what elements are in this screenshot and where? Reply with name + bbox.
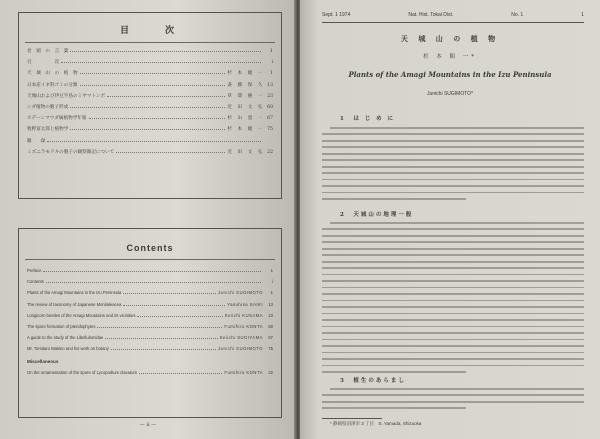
toc-row [27,83,273,94]
toc-row [27,94,273,105]
toc-title: 日本産イネ科ゴミの分類 [27,82,78,88]
toc-author: Fumihiro KONTA [224,323,263,329]
leader-dots [116,152,225,153]
text-line [322,365,584,367]
text-line [322,133,584,135]
text-line [322,407,466,409]
text-line [322,287,584,289]
text-line [322,293,584,295]
text-line [322,146,584,148]
toc-page: 1 [270,268,273,273]
toc-author: Keiichi SUGIYAMA [219,335,263,341]
toc-title: Preface [27,268,42,273]
japanese-toc-list [19,49,281,161]
header-date: Sept. 1 1974 [322,12,351,18]
leader-dots [80,73,226,74]
header-journal: Nat. Hist. Tokai Dist. [408,12,454,18]
toc-title: スデーシマウダ属植物学年報 [27,116,87,122]
toc-title: Longicorn beetles of the Amagi Mountains and its vicinities [27,312,136,318]
footnote: * 静岡県沼津市 3 丁目 S. Yamada, Shizuoka [330,421,422,426]
divider [25,42,275,43]
toc-row [27,370,273,381]
text-line [322,371,466,373]
toc-title: The spore formation of pteridophytes [27,323,96,329]
leader-dots [70,129,225,130]
toc-page: i [271,60,273,66]
toc-page: 13 [267,82,273,88]
text-line [322,192,584,194]
leader-dots [105,338,217,339]
text-line [322,358,584,360]
toc-page: 60 [268,323,273,329]
toc-row [27,116,273,127]
toc-title: Mr. Tomitaro Makino and his work on botany [27,346,109,352]
article-author-japanese: 杉 本 順 一* [423,54,477,60]
toc-row [27,60,273,71]
body-text-block [322,222,584,378]
article-title-english: Plants of the Amagi Mountains in the Izu Peninsula [348,70,552,79]
text-line [322,345,584,347]
leader-dots [123,293,216,294]
footnote-rule [322,418,382,419]
text-line [322,280,584,282]
leader-dots [139,373,222,374]
text-line [322,261,584,263]
text-line [322,166,584,168]
toc-title: Plants of the Amagi Mountains in the Izu Peninsula [27,290,122,296]
text-line [322,159,584,161]
toc-row [27,268,273,279]
text-line [322,254,584,256]
toc-title: シダ植物の胞子形成 [27,104,69,110]
leader-dots [137,316,222,317]
text-line [322,140,584,142]
text-line [322,241,584,243]
toc-page: 22 [267,149,273,155]
toc-row [27,290,273,301]
text-line [322,172,584,174]
toc-page: 1 [270,290,273,296]
leader-dots [123,305,225,306]
text-line [322,179,584,181]
japanese-contents-box [18,12,282,199]
toc-title: 牧野富太郎と植物学 [27,127,69,133]
toc-row [27,313,273,324]
divider [25,259,275,260]
toc-page: 23 [268,312,273,318]
leader-dots [70,107,225,108]
leader-dots [61,62,261,63]
header-page-number: 1 [581,12,584,18]
toc-page: 75 [268,346,273,352]
toc-row [27,346,273,357]
toc-page: 13 [268,301,273,307]
toc-page: 1 [270,49,273,54]
section-heading-3: 3 植生のあらまし [340,378,406,384]
toc-row [27,279,273,290]
toc-title: 天城山および伊豆半島のミヤマトンボ [27,93,106,99]
leader-dots [43,271,261,272]
toc-title: 目 次 [27,60,60,66]
toc-page: 23 [267,93,273,99]
text-line [322,401,584,403]
toc-author: 杉 本 順 一 [227,71,263,77]
toc-author: 杉 本 順 一 [227,127,263,133]
text-line [330,222,584,224]
body-text-block [322,388,584,414]
header-issue: No. 1 [511,12,524,18]
leader-dots [47,141,261,142]
miscellaneous-label: Miscellaneous [27,358,59,364]
section-heading-2: 2 天城山の地理一般 [340,212,414,218]
toc-row [27,139,273,150]
toc-row [27,127,273,138]
text-line [322,235,584,237]
text-line [322,319,584,321]
text-line [322,198,466,200]
toc-row [27,105,273,116]
toc-row [27,150,273,161]
english-contents-box [18,228,282,418]
text-line [322,228,584,230]
toc-page: 22 [268,369,273,375]
body-text-block [322,127,584,205]
toc-title: The review of taxonomy of Japanese Monilaleacea [27,301,122,307]
toc-page: 67 [267,116,273,122]
text-line [322,326,584,328]
left-page [0,0,296,439]
toc-author: 草 間 慶 一 [227,93,263,99]
toc-row [27,302,273,313]
leader-dots [111,349,216,350]
toc-title: On the ornamentation of the spore of Lycopodium clavatum [27,369,137,375]
toc-title: A guide to the study of the Libellulomidae [27,335,104,341]
toc-row [27,49,273,60]
text-line [322,300,584,302]
toc-title: ミズニラモドキの胞子の観察雑記について [27,149,115,155]
toc-author: 近 田 文 弘 [227,149,263,155]
toc-title: 天 城 山 の 植 物 [27,71,78,77]
english-contents-title: Contents [126,243,174,253]
text-line [322,394,584,396]
toc-author: Yasuhisa SAIKI [227,301,263,307]
english-toc-list [19,268,281,358]
text-line [322,339,584,341]
article-author-english: Junichi SUGIMOTO* [426,91,474,97]
toc-author: Fumihiro KONTA [224,369,263,375]
text-line [322,306,584,308]
toc-author: 近 田 文 弘 [227,104,263,110]
right-page [300,0,600,439]
page-number: — ii — [139,422,157,428]
leader-dots [70,51,261,52]
toc-row [27,71,273,82]
toc-title: 巻 頭 の 言 葉 [27,49,69,54]
toc-author: Junichi SUGIMOTO [218,290,263,296]
text-line [322,153,584,155]
toc-page: i [272,279,273,285]
text-line [322,352,584,354]
text-line [330,127,584,129]
section-heading-1: 1 は じ め に [340,116,396,122]
header-rule [322,22,584,23]
toc-page: 67 [268,335,273,341]
toc-row [27,335,273,346]
text-line [322,267,584,269]
article-title-japanese: 天 城 山 の 植 物 [400,34,500,43]
text-line [322,248,584,250]
toc-page: 1 [270,71,273,77]
toc-title: 雑 録 [27,138,46,144]
toc-author: 斎 藤 保 久 [227,82,263,88]
running-header [322,12,584,18]
toc-page: 75 [267,127,273,133]
text-line [322,185,584,187]
text-line [322,274,584,276]
leader-dots [80,85,226,86]
leader-dots [89,118,226,119]
leader-dots [46,282,261,283]
toc-row [27,324,273,335]
toc-author: 杉 山 恵 一 [227,116,263,122]
japanese-contents-title: 目 次 [119,26,180,36]
text-line [330,388,584,390]
leader-dots [107,96,225,97]
text-line [322,313,584,315]
leader-dots [97,327,222,328]
toc-page: 60 [267,104,273,110]
toc-author: Keiichi KUSAMA [224,312,263,318]
text-line [322,332,584,334]
toc-author: Junichi SUGIMOTO [218,346,263,352]
toc-title: Contents [27,279,44,285]
